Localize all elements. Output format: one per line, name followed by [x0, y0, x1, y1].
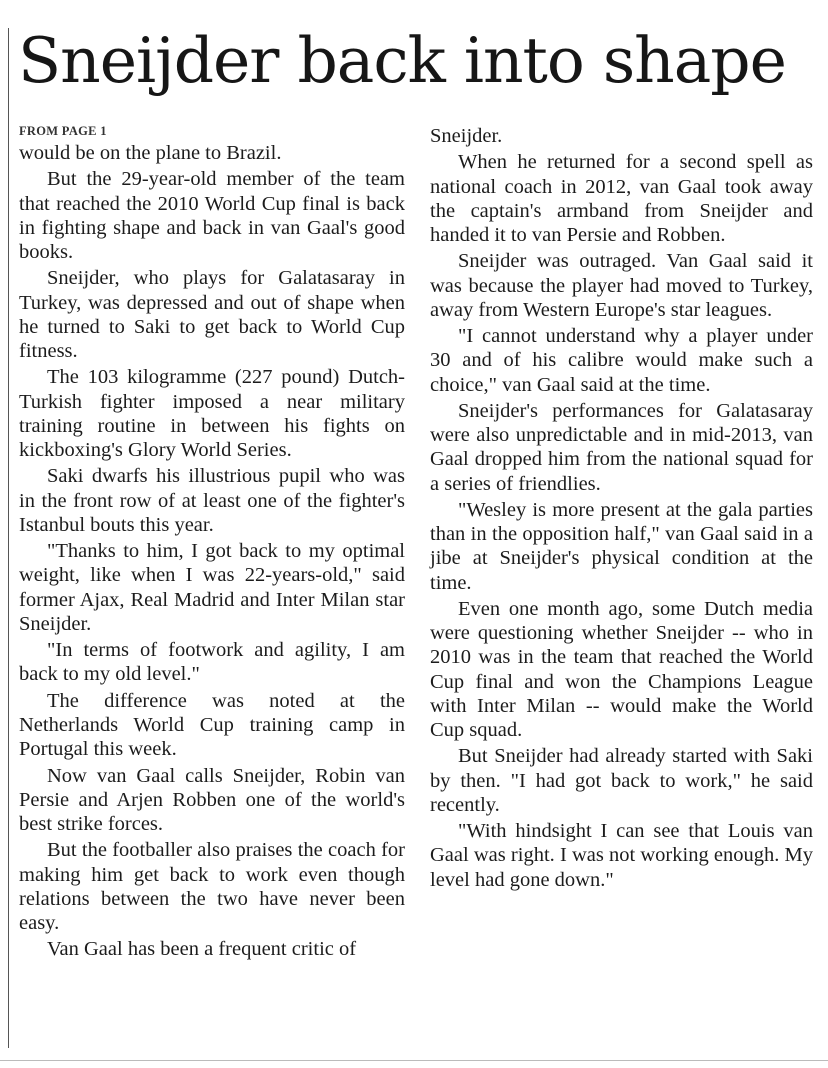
paragraph: "Wesley is more present at the gala parties than in the opposition half," van Gaal said in a jibe at Sneijder's physical condition at the time.: [430, 498, 813, 594]
paragraph: Sneijder, who plays for Galatasaray in Turkey, was depressed and out of shape when he turned to Saki to get back to World Cup fitness.: [19, 267, 405, 362]
paragraph: Van Gaal has been a frequent critic of: [47, 938, 357, 961]
paragraph: Sneijder's performances for Galatasaray were also unpredictable and in mid-2013, van Gaal dropped him from the national squad for a series of friendlies.: [430, 399, 813, 495]
paragraph: would be on the plane to Brazil.: [19, 142, 282, 164]
paragraph: The 103 kilogramme (227 pound) Dutch-Turkish fighter imposed a near military training routine in between his fights on kickboxing's Glory World Series.: [19, 366, 405, 461]
page-bottom-rule: [0, 1060, 828, 1061]
headline: Sneijder back into shape: [18, 24, 786, 97]
paragraph: "Thanks to him, I got back to my optimal weight, like when I was 22-years-old," said former Ajax, Real Madrid and Inter Milan star Sneijder.: [19, 540, 405, 635]
paragraph: Sneijder was outraged. Van Gaal said it was because the player had moved to Turkey, away from Western Europe's star leagues.: [430, 250, 813, 321]
continuation-kicker: FROM PAGE 1: [19, 124, 107, 138]
paragraph: "With hindsight I can see that Louis van Gaal was right. I was not working enough. My level had gone down.": [430, 820, 813, 891]
column-rule: [8, 28, 9, 1048]
paragraph: But the footballer also praises the coach for making him get back to work even though relations between the two have never been easy.: [19, 839, 405, 934]
paragraph: But the 29-year-old member of the team that reached the 2010 World Cup final is back in fighting shape and back in van Gaal's good books.: [19, 168, 405, 263]
paragraph: Now van Gaal calls Sneijder, Robin van Persie and Arjen Robben one of the world's best strike forces.: [19, 764, 405, 835]
paragraph: Even one month ago, some Dutch media were questioning whether Sneijder -- who in 2010 was in the team that reached the World Cup final and won the Champions League with Inter Milan -- would make the World Cup squad.: [430, 597, 813, 741]
paragraph: Sneijder.: [430, 125, 503, 147]
paragraph: The difference was noted at the Netherlands World Cup training camp in Portugal this week.: [19, 689, 405, 761]
paragraph: But Sneijder had already started with Saki by then. "I had got back to work," he said recently.: [430, 745, 813, 816]
paragraph: "In terms of footwork and agility, I am back to my old level.": [19, 639, 405, 686]
paragraph: When he returned for a second spell as national coach in 2012, van Gaal took away the captain's armband from Sneijder and handed it to van Persie and Robben.: [430, 151, 813, 246]
paragraph: "I cannot understand why a player under 30 and of his calibre would make such a choice," van Gaal said at the time.: [430, 325, 813, 396]
paragraph: Saki dwarfs his illustrious pupil who was in the front row of at least one of the fighter's Istanbul bouts this year.: [19, 465, 405, 536]
article-column-right: [430, 124, 813, 894]
article-column-left: [19, 124, 405, 964]
